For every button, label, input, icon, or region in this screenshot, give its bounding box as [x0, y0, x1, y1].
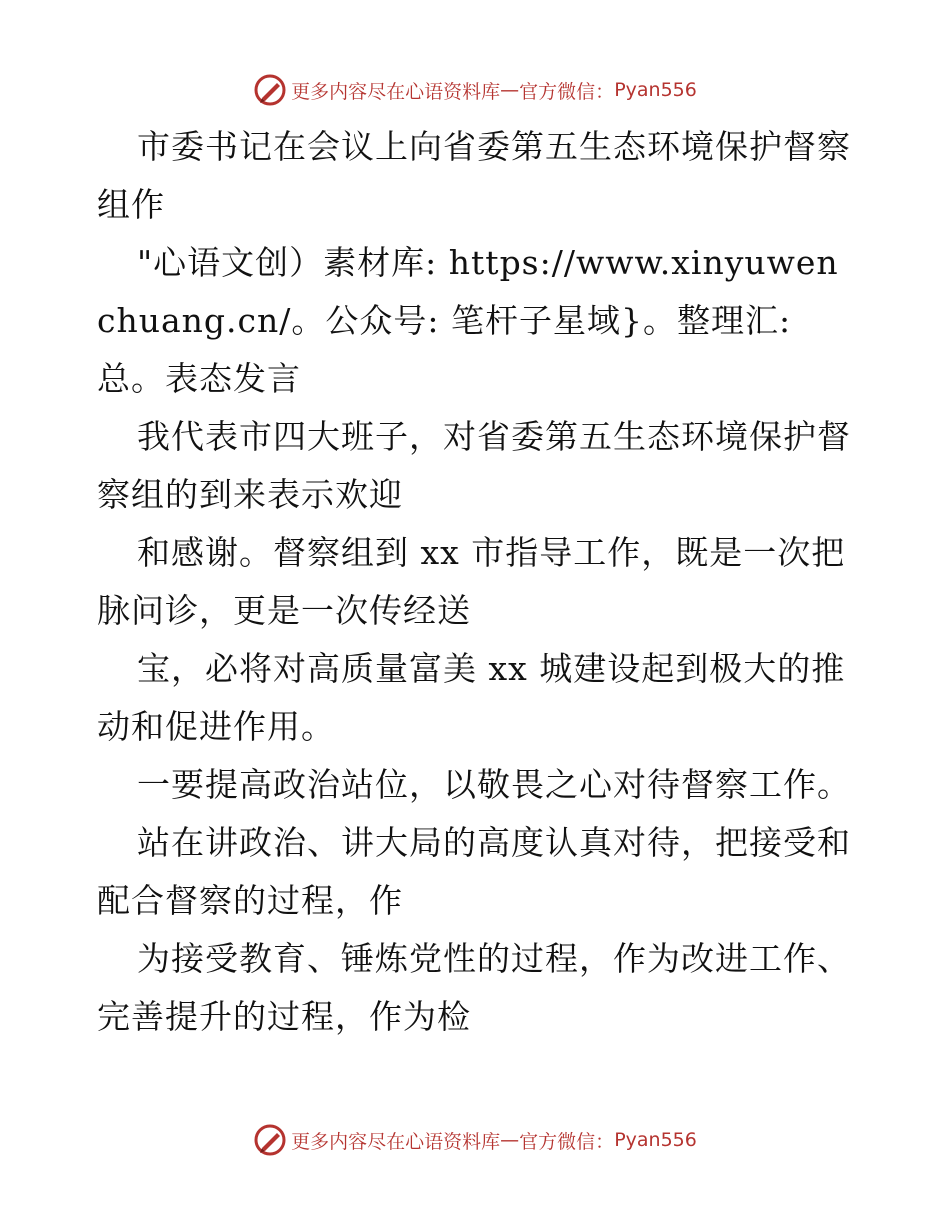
paragraph-point-one: 一要提高政治站位，以敬畏之心对待督察工作。 — [137, 765, 851, 804]
paragraph-title: 市委书记在会议上向省委第五生态环境保护督察组作 — [97, 127, 851, 224]
pen-logo-icon — [253, 73, 287, 107]
banner-account-id: Pyan556 — [614, 79, 697, 101]
paragraph-thanks: 和感谢。督察组到 xx 市指导工作，既是一次把脉问诊，更是一次传经送 — [97, 533, 846, 630]
paragraph-welcome: 我代表市四大班子，对省委第五生态环境保护督察组的到来表示欢迎 — [97, 417, 851, 514]
paragraph-education: 为接受教育、锤炼党性的过程，作为改进工作、完善提升的过程，作为检 — [97, 939, 851, 1036]
paragraph-stance: 站在讲政治、讲大局的高度认真对待，把接受和配合督察的过程，作 — [97, 823, 851, 920]
footer-banner — [0, 1120, 950, 1160]
document-body — [97, 118, 857, 1046]
banner-account-label: 官方微信： — [519, 80, 615, 103]
pen-logo-icon — [253, 1123, 287, 1157]
banner-dash: — — [500, 79, 520, 101]
banner-dash: — — [500, 1129, 520, 1151]
banner-main-text: 更多内容尽在心语资料库 — [291, 80, 501, 103]
banner-account-label: 官方微信： — [519, 1130, 615, 1153]
header-banner — [0, 70, 950, 110]
paragraph-source: "心语文创）素材库: https://www.xinyuwenchuang.cn/。公众号: 笔杆子星域}。整理汇:总。表态发言 — [97, 243, 839, 398]
banner-account-id: Pyan556 — [614, 1129, 697, 1151]
banner-main-text: 更多内容尽在心语资料库 — [291, 1130, 501, 1153]
paragraph-impact: 宝，必将对高质量富美 xx 城建设起到极大的推动和促进作用。 — [97, 649, 846, 746]
